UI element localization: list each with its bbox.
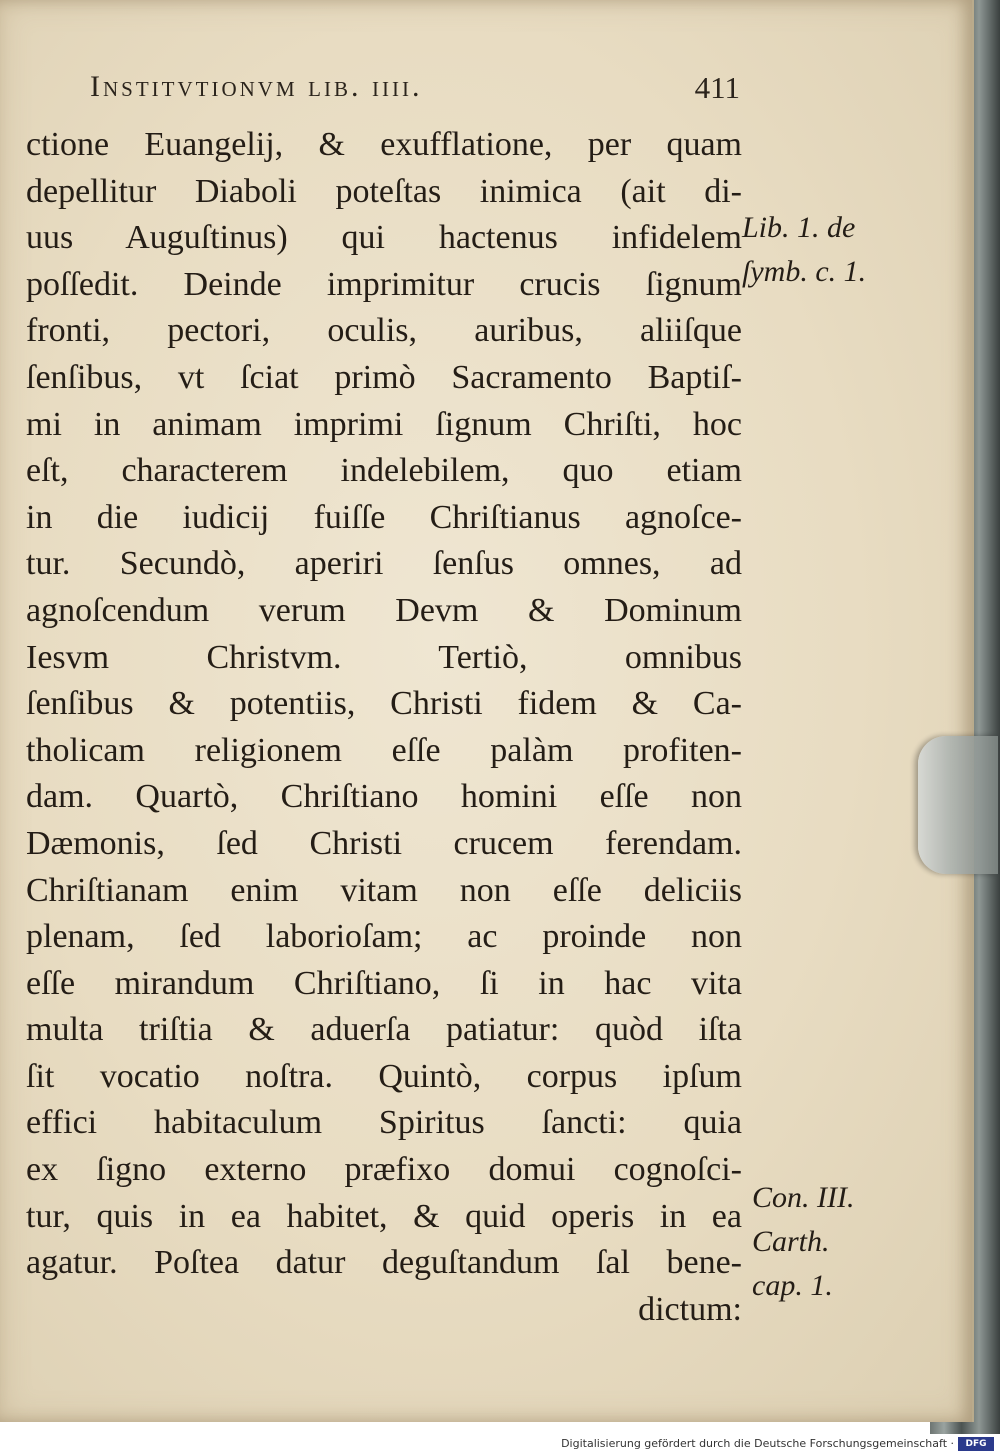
marginal-note-line: Carth. <box>752 1225 830 1258</box>
text-line: multa triſtia & aduerſa patiatur: quòd iſta <box>26 1011 742 1049</box>
text-line: effici habitaculum Spiritus ſancti: quia <box>26 1104 742 1142</box>
funding-credit: Digitalisierung gefördert durch die Deutsche Forschungsgemeinschaft · <box>561 1437 954 1450</box>
text-line: Iesvm Christvm. Tertiò, omnibus <box>26 638 742 676</box>
text-line: dam. Quartò, Chriſtiano homini eſſe non <box>26 778 742 816</box>
marginal-note-line: cap. 1. <box>752 1269 833 1302</box>
text-line: ſit vocatio noſtra. Quintò, corpus ipſum <box>26 1057 742 1095</box>
book-clasp <box>918 736 998 874</box>
dfg-logo[interactable]: DFG <box>958 1437 994 1451</box>
text-line: eſt, characterem indelebilem, quo etiam <box>26 452 742 490</box>
marginal-note-citation <box>742 206 866 294</box>
text-line: agatur. Poſtea datur deguſtandum ſal bene- <box>26 1244 742 1282</box>
text-line: tur. Secundò, aperiri ſenſus omnes, ad <box>26 545 742 583</box>
page-number: 411 <box>694 70 740 105</box>
text-line: tholicam religionem eſſe palàm profiten- <box>26 731 742 769</box>
text-line: ctione Euangelij, & exufflatione, per quam <box>26 126 742 163</box>
text-line: mi in animam imprimi ſignum Chriſti, hoc <box>26 405 742 443</box>
text-line: in die iudicij fuiſſe Chriſtianus agnoſce- <box>26 498 742 536</box>
marginal-note-line: ſymb. c. 1. <box>742 255 867 288</box>
text-line: ſenſibus & potentiis, Christi fidem & Ca- <box>26 685 742 723</box>
text-line: poſſedit. Deinde imprimitur crucis ſignum <box>26 265 742 303</box>
marginal-note-line: Lib. 1. de <box>742 211 856 244</box>
footer-bar <box>0 1434 1000 1454</box>
text-line: ex ſigno externo præfixo domui cognoſci- <box>26 1151 742 1189</box>
text-line: tur, quis in ea habitet, & quid operis in ea <box>26 1197 742 1235</box>
text-line: ſenſibus, vt ſciat primò Sacramento Baptiſ- <box>26 358 742 396</box>
text-line: agnoſcendum verum Devm & Dominum <box>26 591 742 629</box>
text-line-catchword: dictum: <box>638 1290 742 1328</box>
text-line: eſſe mirandum Chriſtiano, ſi in hac vita <box>26 964 742 1002</box>
text-line: uus Auguſtinus) qui hactenus infidelem <box>26 219 742 257</box>
text-line: plenam, ſed laborioſam; ac proinde non <box>26 918 742 956</box>
text-line: Dæmonis, ſed Christi crucem ferendam. <box>26 824 742 862</box>
running-head <box>90 70 740 110</box>
marginal-note-line: Con. III. <box>752 1181 855 1214</box>
marginal-note-council <box>752 1176 854 1308</box>
text-line: depellitur Diaboli poteſtas inimica (ait di- <box>26 172 742 210</box>
text-line: Chriſtianam enim vitam non eſſe deliciis <box>26 871 742 909</box>
body-text <box>26 122 742 1333</box>
running-title: Institvtionvm lib. iiii. <box>90 70 423 103</box>
text-line: fronti, pectori, oculis, auribus, aliiſque <box>26 312 742 350</box>
